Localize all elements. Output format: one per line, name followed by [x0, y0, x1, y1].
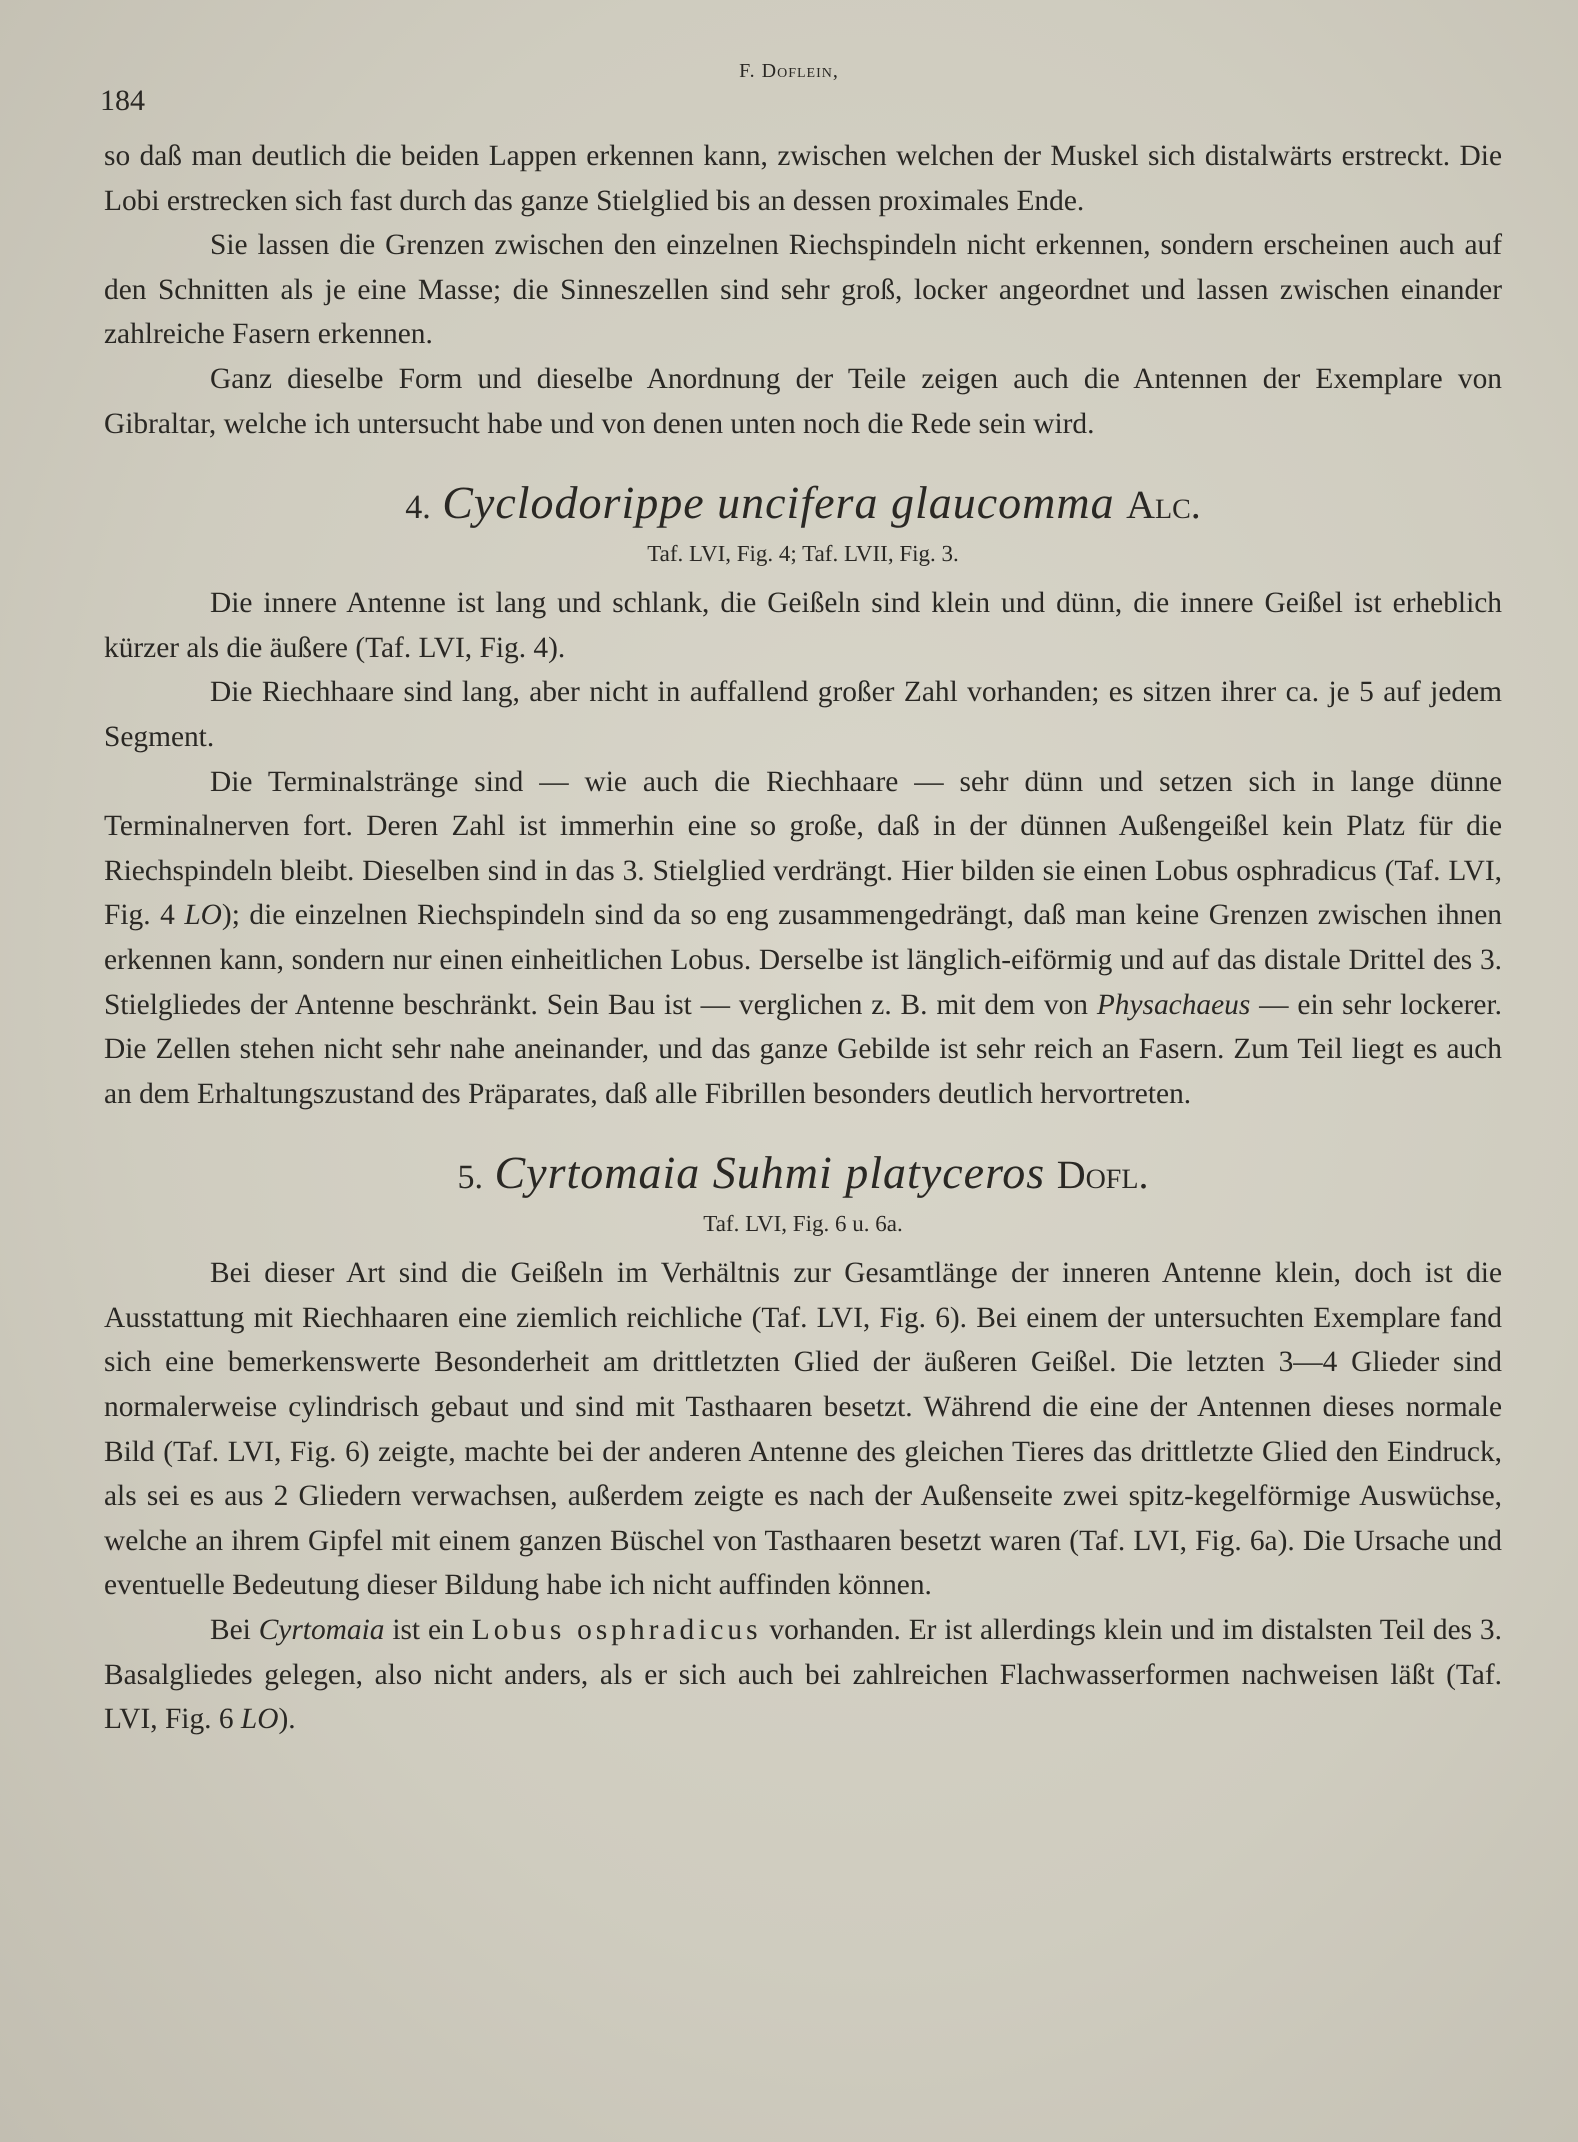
page-body — [104, 134, 1502, 1742]
text-run: vorhanden. Er ist allerdings klein und im distalsten Teil des 3. Basalgliedes gelegen, also nicht anders, als er sich auch bei zahlreichen Flachwasserformen nachweisen läßt (Taf. LVI, Fig. 6 — [104, 1614, 1502, 1736]
species-author: Dofl. — [1056, 1152, 1149, 1198]
text-run: ist ein — [384, 1614, 472, 1647]
plate-reference: Taf. LVI, Fig. 4; Taf. LVII, Fig. 3. — [647, 541, 959, 567]
paragraph: Bei dieser Art sind die Geißeln im Verhältnis zur Gesamtlänge der inneren Antenne klein, doch ist die Ausstattung mit Riechhaaren eine ziemlich reichliche (Taf. LVI, Fig. 6). Bei einem der untersuchten Exemplare fand sich eine bemerkenswerte Besonderheit am drittletzten Glied der äußeren Geißel. Die letzten 3—4 Glieder sind normalerweise cylindrisch gebaut und sind mit Tasthaaren besetzt. Während die eine der Antennen dieses normale Bild (Taf. LVI, Fig. 6) zeigte, machte bei der anderen Antenne des gleichen Tieres das drittletzte Glied den Eindruck, als sei es aus 2 Gliedern verwachsen, außerdem zeigte es nach der Außenseite zwei spitz-kegelförmige Auswüchse, welche an ihrem Gipfel mit einem ganzen Büschel von Tasthaaren besetzt waren (Taf. LVI, Fig. 6a). Die Ursache und eventuelle Bedeutung dieser Bildung habe ich nicht auffinden können. — [104, 1257, 1502, 1602]
genus-name: Cyrtomaia — [258, 1614, 385, 1647]
text-run: Die Terminalstränge sind — wie auch die Riechhaare — sehr dünn und setzen sich in lange dünne Terminalnerven fort. Deren Zahl ist immerhin eine so große, daß in der dünnen Außengeißel kein Platz für die Riechspindeln bleibt. Dieselben sind in das 3. Stielglied verdrängt. Hier bilden sie einen Lobus osphradicus (Taf. LVI, Fig. 4 — [104, 765, 1502, 932]
section-heading-5 — [104, 1144, 1502, 1207]
section-number: 4. — [405, 489, 431, 527]
text-run: ). — [278, 1703, 296, 1736]
paragraph-continuation: so daß man deutlich die beiden Lappen erkennen kann, zwischen welchen der Muskel sich distalwärts erstreckt. Die Lobi erstrecken sich fast durch das ganze Stielglied bis an dessen proximales Ende. — [104, 140, 1502, 217]
section-heading-4 — [104, 474, 1502, 537]
spaced-term: Lobus osphradicus — [471, 1614, 762, 1647]
plate-reference: Taf. LVI, Fig. 6 u. 6a. — [703, 1211, 903, 1237]
species-name: Cyrtomaia Suhmi platyceros — [494, 1147, 1046, 1199]
text-run: ); die einzelnen Riechspindeln sind da so eng zusammengedrängt, daß man keine Grenzen zwischen ihnen erkennen kann, sondern nur einen einheitlichen Lobus. Derselbe ist länglich-eiförmig und auf das distale Drittel des 3. Stielgliedes der Antenne beschränkt. Sein Bau ist — verglichen z. B. mit dem von — [104, 899, 1502, 1021]
species-name: Cyclodorippe uncifera glaucomma — [442, 477, 1115, 529]
text-run: — ein sehr lockerer. Die Zellen stehen nicht sehr nahe aneinander, und das ganze Gebilde ist sehr reich an Fasern. Zum Teil liegt es auch an dem Erhaltungszustand des Präparates, daß alle Fibrillen besonders deutlich hervortreten. — [104, 988, 1502, 1110]
running-head: F. Doflein, — [739, 60, 839, 82]
paragraph: Die Riechhaare sind lang, aber nicht in auffallend großer Zahl vorhanden; es sitzen ihrer ca. je 5 auf jedem Segment. — [104, 676, 1502, 753]
section-number: 5. — [457, 1159, 483, 1197]
figure-label: LO — [184, 899, 222, 932]
figure-label: LO — [240, 1703, 279, 1736]
paragraph: Sie lassen die Grenzen zwischen den einzelnen Riechspindeln nicht erkennen, sondern erscheinen auch auf den Schnitten als je eine Masse; die Sinneszellen sind sehr groß, locker angeordnet und lassen zwischen einander zahlreiche Fasern erkennen. — [104, 229, 1502, 351]
paragraph — [104, 1608, 1502, 1742]
paragraph — [104, 760, 1502, 1117]
text-run: Bei — [210, 1614, 259, 1647]
genus-name: Physachaeus — [1096, 988, 1251, 1021]
page-number: 184 — [100, 84, 145, 117]
paragraph: Die innere Antenne ist lang und schlank, die Geißeln sind klein und dünn, die innere Geißel ist erheblich kürzer als die äußere (Taf. LVI, Fig. 4). — [104, 587, 1502, 664]
paragraph: Ganz dieselbe Form und dieselbe Anordnung der Teile zeigen auch die Antennen der Exemplare von Gibraltar, welche ich untersucht habe und von denen unten noch die Rede sein wird. — [104, 362, 1502, 440]
species-author: Alc. — [1126, 482, 1201, 528]
